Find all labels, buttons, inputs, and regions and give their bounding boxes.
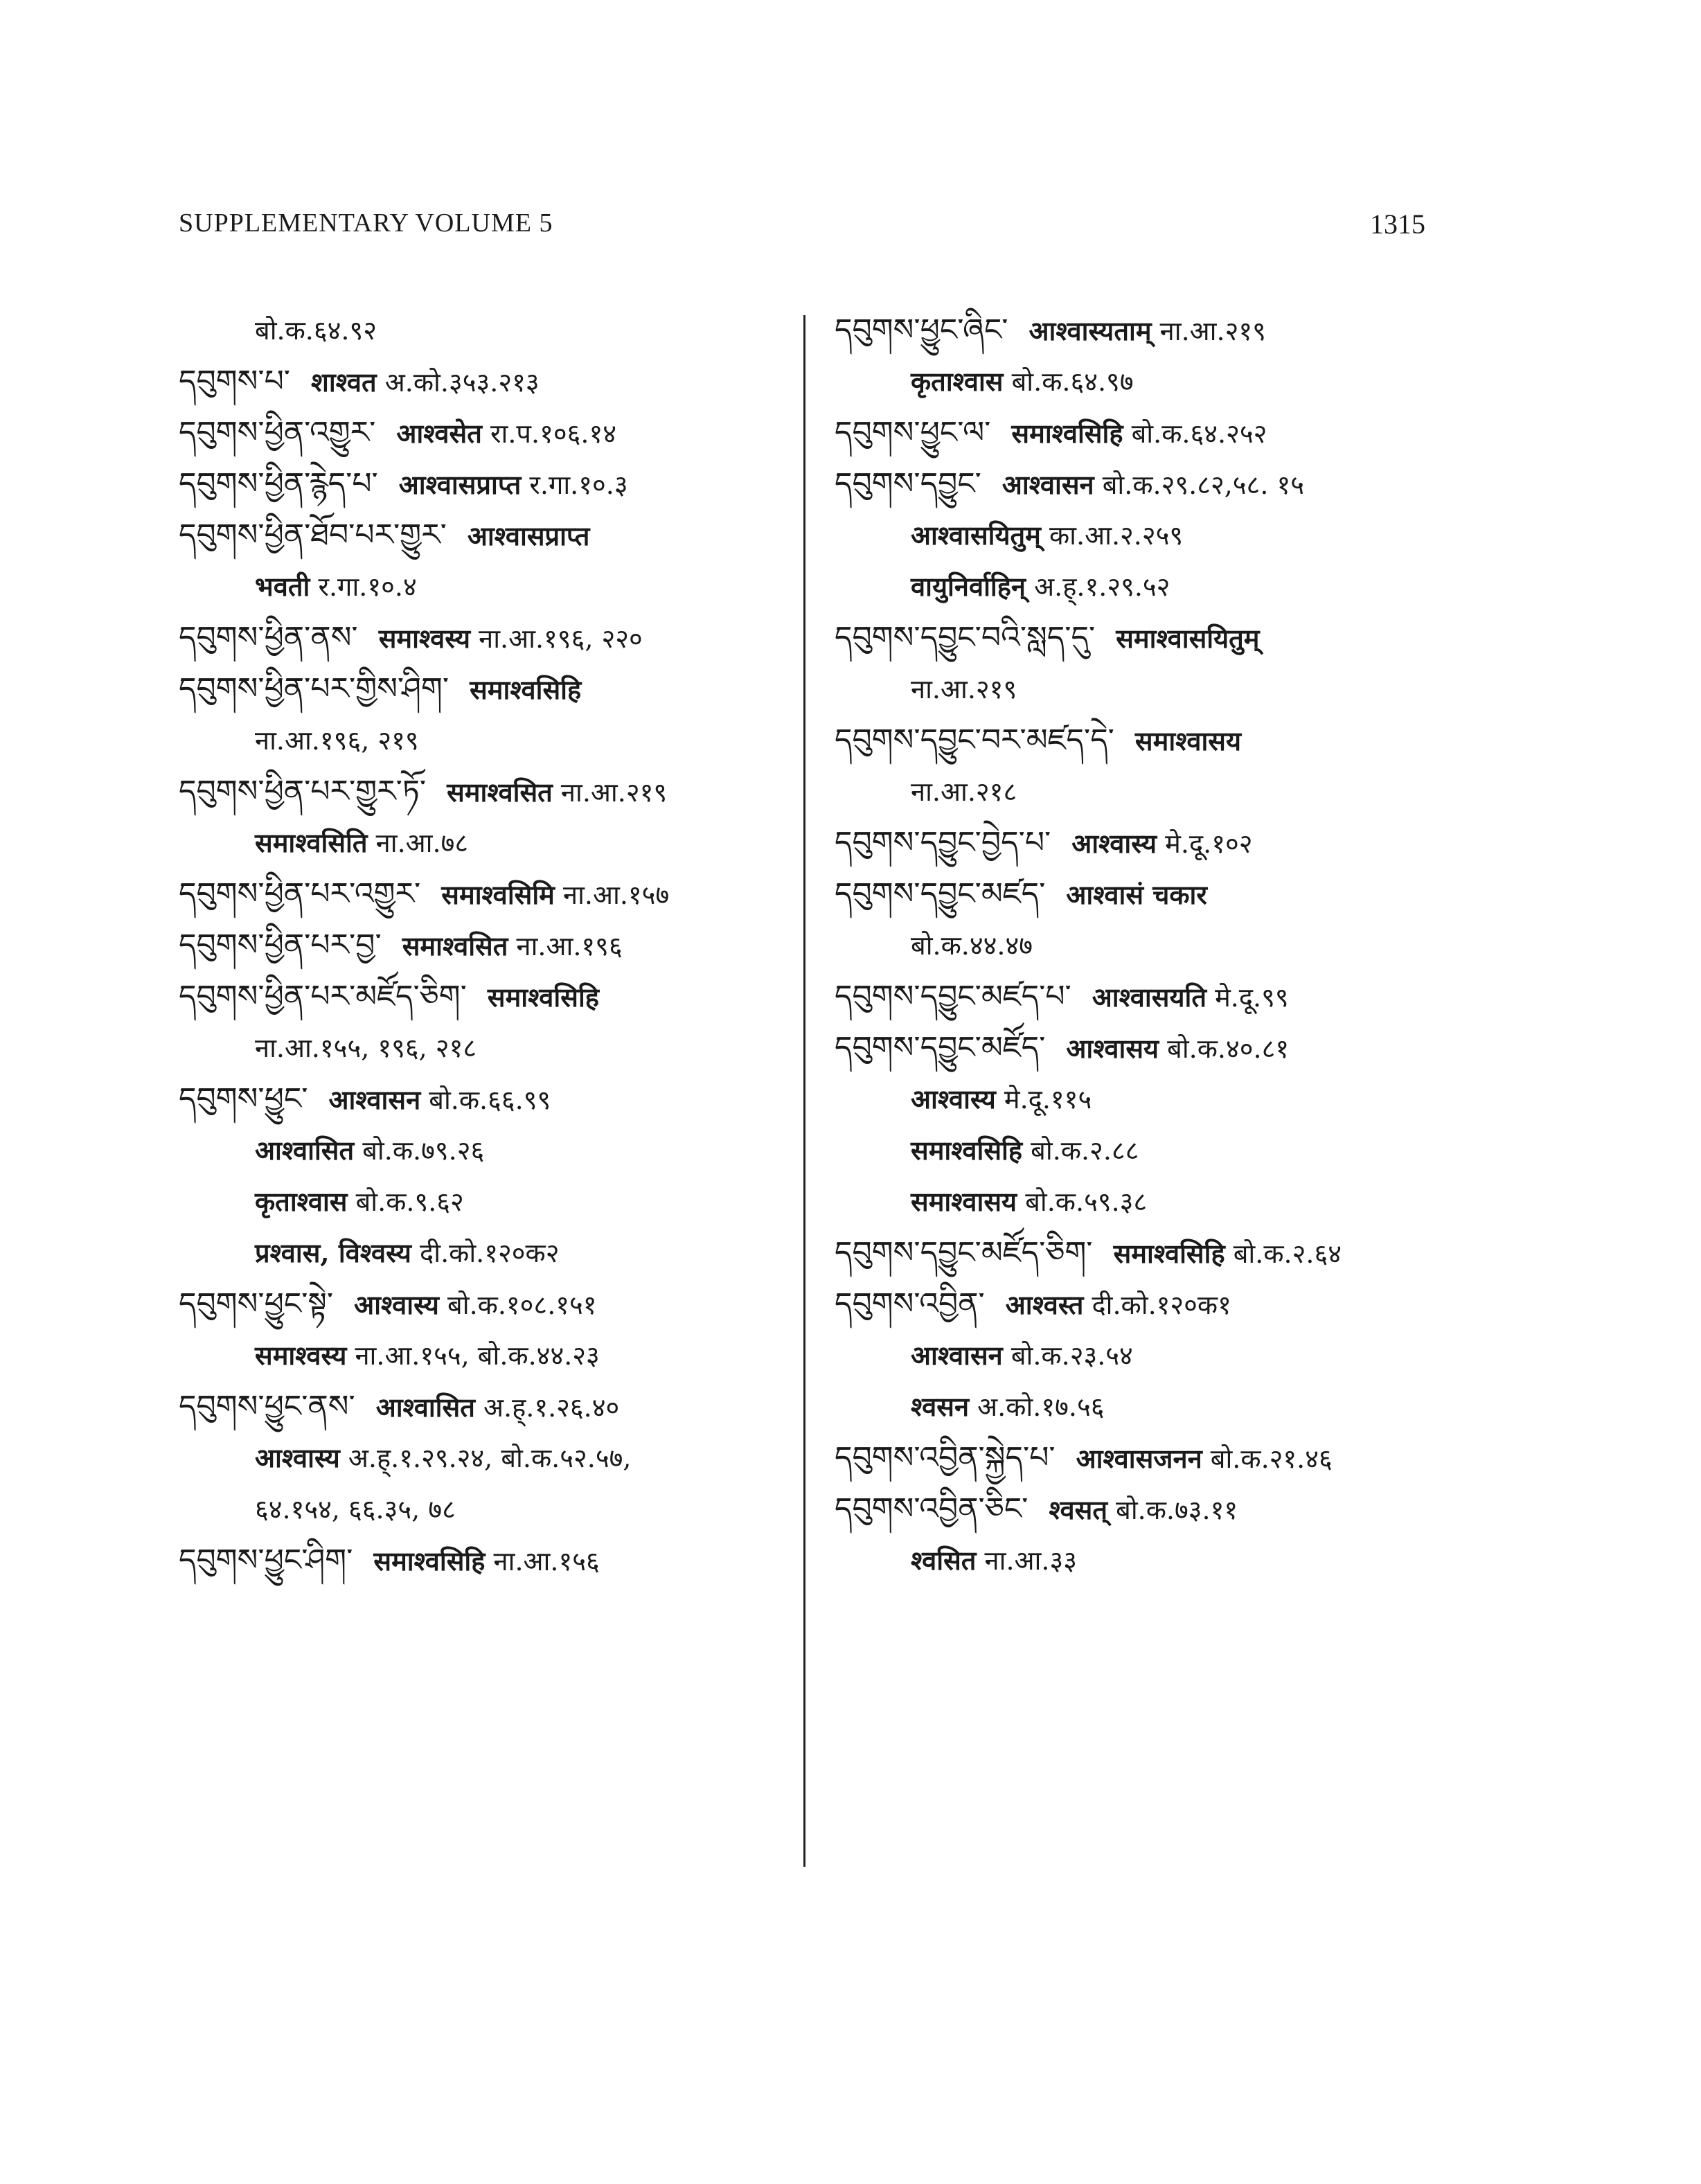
sanskrit-term: आश्वासन — [328, 1084, 421, 1115]
reference: दी.को.१२०क१ — [1083, 1290, 1231, 1320]
reference: अ.को.१७.५६ — [969, 1392, 1105, 1422]
entry-line — [835, 561, 1458, 612]
entry-line — [179, 407, 802, 459]
tibetan-term: དབུགས་དབྱུང་མཛོད་ཅིག་ — [835, 1235, 1093, 1270]
tibetan-term: དབུགས་དབྱུང་མཛོད་ — [835, 1030, 1046, 1065]
entry-line — [179, 1330, 802, 1381]
sanskrit-term: वायुनिर्वाहिन् — [911, 571, 1026, 602]
tibetan-term: དབུགས་པ་ — [179, 364, 291, 399]
reference: बो.क.६६.९९ — [420, 1085, 551, 1115]
sanskrit-term: आश्वासय — [1066, 1033, 1159, 1064]
entry-line — [835, 715, 1458, 766]
right-column — [835, 305, 1458, 1586]
entry-line — [179, 869, 802, 920]
sanskrit-term: कृताश्वास — [255, 1186, 348, 1217]
entry-line — [835, 664, 1458, 715]
tibetan-term: དབུགས་དབྱུང་བྱེད་པ་ — [835, 825, 1051, 860]
reference: र.गा.१०.३ — [521, 470, 628, 500]
tibetan-term: དབུགས་ཕྱིན་པར་བྱ་ — [179, 927, 382, 963]
sanskrit-term: प्रश्वास, विश्वस्य — [255, 1237, 411, 1268]
sanskrit-term: भवती — [255, 571, 310, 602]
reference: मे.दू.१०२ — [1157, 828, 1253, 859]
sanskrit-term: समाश्वस्य — [378, 623, 471, 654]
entry-line — [179, 356, 802, 407]
reference: ना.आ.३३ — [976, 1545, 1077, 1576]
reference: ना.आ.१५६ — [485, 1546, 600, 1577]
entry-line — [835, 1022, 1458, 1074]
entry-line — [179, 1074, 802, 1125]
left-column — [179, 305, 802, 1586]
tibetan-term: དབུགས་འབྱིན་ — [835, 1286, 985, 1322]
sanskrit-term: समाश्वसिति — [255, 827, 368, 858]
entry-line — [179, 612, 802, 664]
tibetan-term: དབུགས་ཕྱིན་རྙེད་པ་ — [179, 466, 378, 501]
entry-line — [835, 817, 1458, 869]
sanskrit-term: आश्वासप्राप्त — [398, 469, 522, 500]
entry-line — [179, 1227, 802, 1279]
entry-line — [835, 1330, 1458, 1381]
sanskrit-term: आश्वासित — [255, 1135, 355, 1166]
reference: बो.क.४०.८१ — [1159, 1033, 1290, 1064]
sanskrit-term: समाश्वासय — [1134, 725, 1242, 756]
tibetan-term: དབུགས་ཕྱུང་ — [179, 1081, 308, 1117]
reference: ना.आ.१५५, बो.क.४४.२३ — [346, 1340, 600, 1371]
reference: बो.क.२३.५४ — [1002, 1340, 1133, 1371]
sanskrit-term: आश्वसेत — [396, 418, 482, 449]
entry-line — [835, 1125, 1458, 1176]
tibetan-term: དབུགས་ཕྱིན་པར་མཛོད་ཅིག་ — [179, 979, 467, 1014]
entry-line — [835, 1381, 1458, 1432]
entry-line — [835, 612, 1458, 664]
entry-line — [835, 1279, 1458, 1330]
sanskrit-term: श्वसत् — [1049, 1494, 1108, 1525]
sanskrit-term: समाश्वसिहि — [487, 982, 599, 1013]
entry-line — [179, 459, 802, 510]
sanskrit-term: समाश्वसित — [402, 930, 508, 961]
reference: बो.क.४४.४७ — [911, 930, 1033, 961]
reference: र.गा.१०.४ — [310, 571, 417, 602]
tibetan-term: དབུགས་ཕྱུང་ཞིང་ — [835, 312, 1008, 348]
entry-line — [835, 1535, 1458, 1586]
reference: बो.क.९.६२ — [347, 1187, 464, 1217]
sanskrit-term: आश्वासप्राप्त — [467, 520, 590, 551]
reference: बो.क.१०८.१५१ — [438, 1290, 597, 1320]
reference: ना.आ.७८ — [367, 828, 469, 858]
entry-line — [835, 1074, 1458, 1125]
sanskrit-term: आश्वासन — [1001, 469, 1094, 500]
sanskrit-term: आश्वासन — [911, 1340, 1003, 1371]
reference: ना.आ.२१९ — [911, 674, 1017, 704]
reference: अ.ह्.१.२६.४० — [474, 1392, 620, 1423]
reference: बो.क.५९.३८ — [1017, 1187, 1148, 1217]
tibetan-term: དབུགས་ཕྱུང་ལ་ — [835, 415, 991, 450]
reference: रा.प.१०६.१४ — [481, 418, 616, 449]
entry-line — [835, 305, 1458, 356]
sanskrit-term: आश्वास्य — [911, 1083, 996, 1115]
entry-line — [835, 356, 1458, 407]
sanskrit-term: आश्वास्य — [1071, 828, 1157, 859]
reference: मे.दू.९९ — [1206, 982, 1289, 1013]
tibetan-term: དབུགས་ཕྱིན་ཐོབ་པར་གྱུར་ — [179, 517, 447, 553]
sanskrit-term: आश्वासजनन — [1076, 1443, 1202, 1474]
entry-line — [179, 305, 802, 356]
tibetan-term: དབུགས་འབྱིན་ཅིང་ — [835, 1491, 1028, 1527]
reference: बो.क.७३.११ — [1107, 1495, 1238, 1525]
tibetan-term: དབུགས་འབྱིན་སྐྱེད་པ་ — [835, 1440, 1056, 1475]
entry-line — [835, 1227, 1458, 1279]
sanskrit-term: समाश्वसिहि — [373, 1545, 486, 1577]
sanskrit-term: कृताश्वास — [911, 366, 1004, 397]
tibetan-term: དབུགས་ཕྱིན་ནས་ — [179, 620, 358, 655]
entry-line — [179, 1381, 802, 1432]
tibetan-term: དབུགས་དབྱུང་བའི་སླད་དུ་ — [835, 620, 1096, 655]
sanskrit-term: आश्वास्यताम् — [1028, 315, 1152, 346]
reference: बो.क.२१.४६ — [1202, 1444, 1333, 1474]
reference: ना.आ.१९६ — [508, 931, 623, 961]
sanskrit-term: समाश्वसिमि — [441, 879, 555, 910]
sanskrit-term: श्वसन — [911, 1391, 970, 1422]
sanskrit-term: श्वसित — [911, 1545, 977, 1576]
sanskrit-term: आश्वस्त — [1005, 1289, 1084, 1320]
entry-line — [835, 1176, 1458, 1227]
sanskrit-term: आश्वास्य — [255, 1442, 340, 1473]
sanskrit-term: आश्वासं चकार — [1066, 879, 1207, 910]
tibetan-term: དབུགས་དབྱུང་བར་མཛད་དེ་ — [835, 722, 1114, 758]
reference: बो.क.६४.२५२ — [1123, 418, 1267, 449]
reference: अ.को.३५३.२१३ — [376, 367, 540, 398]
entry-line — [835, 766, 1458, 817]
reference: बो.क.६४.९२ — [255, 315, 377, 346]
entry-line — [835, 459, 1458, 510]
entry-line — [179, 715, 802, 766]
reference: ना.आ.१९६, २१९ — [255, 725, 419, 756]
reference: बो.क.२९.८२,५८. १५ — [1094, 470, 1304, 500]
tibetan-term: དབུགས་དབྱུང་མཛད་པ་ — [835, 979, 1071, 1014]
column-divider — [803, 315, 805, 1867]
reference: अ.ह्.१.२९.५२ — [1026, 571, 1170, 602]
entry-line — [179, 561, 802, 612]
entry-line — [835, 971, 1458, 1022]
reference: ना.आ.१९६, २२० — [470, 623, 643, 654]
sanskrit-term: आश्वास्य — [354, 1289, 439, 1320]
sanskrit-term: शाश्वत — [311, 366, 377, 398]
entry-line — [179, 1125, 802, 1176]
sanskrit-term: समाश्वसिहि — [470, 674, 582, 705]
sanskrit-term: समाश्वसिहि — [1113, 1238, 1225, 1269]
entry-line — [179, 510, 802, 561]
sanskrit-term: समाश्वसित — [447, 776, 553, 808]
reference: अ.ह्.१.२९.२४, बो.क.५२.५७, — [339, 1443, 632, 1473]
sanskrit-term: आश्वासित — [375, 1392, 475, 1423]
tibetan-term: དབུགས་ཕྱིན་པར་གྱིས་ཤིག་ — [179, 671, 449, 707]
entry-line — [835, 920, 1458, 971]
entry-line — [835, 869, 1458, 920]
entry-line — [835, 1432, 1458, 1484]
reference: ना.आ.१५७ — [554, 880, 670, 910]
reference: ना.आ.१५५, १९६, २१८ — [255, 1033, 477, 1063]
sanskrit-term: समाश्वसिहि — [1011, 418, 1123, 449]
reference: बो.क.७९.२६ — [354, 1135, 485, 1166]
sanskrit-term: समाश्वासय — [911, 1186, 1017, 1217]
entry-line — [179, 1022, 802, 1074]
entry-line — [179, 766, 802, 817]
reference: मे.दू.११५ — [995, 1084, 1092, 1115]
page-number: 1315 — [1370, 208, 1425, 240]
entry-line — [835, 1484, 1458, 1535]
sanskrit-term: आश्वासयितुम् — [911, 520, 1041, 551]
entry-line — [179, 1484, 802, 1535]
entry-line — [179, 1535, 802, 1586]
reference: बो.क.२.६४ — [1224, 1239, 1342, 1269]
entry-line — [179, 1279, 802, 1330]
sanskrit-term: समाश्वासयितुम् — [1116, 623, 1260, 654]
tibetan-term: དབུགས་དབྱུང་མཛད་ — [835, 876, 1046, 912]
tibetan-term: དབུགས་ཕྱིན་པར་འགྱུར་ — [179, 876, 421, 912]
reference: ना.आ.२१९ — [1151, 316, 1266, 346]
reference: ना.आ.२१९ — [552, 777, 668, 808]
tibetan-term: དབུགས་ཕྱུང་སྟེ་ — [179, 1286, 334, 1322]
tibetan-term: དབུགས་ཕྱིན་པར་གྱུར་ཏོ་ — [179, 774, 427, 809]
sanskrit-term: समाश्वस्य — [255, 1340, 347, 1371]
tibetan-term: དབུགས་ཕྱུང་ཤིག་ — [179, 1543, 353, 1578]
reference: ६४.१५४, ६६.३५, ७८ — [255, 1494, 456, 1525]
reference: का.आ.२.२५९ — [1040, 520, 1184, 551]
entry-line — [179, 817, 802, 869]
reference: ना.आ.२१८ — [911, 776, 1017, 807]
entry-line — [179, 664, 802, 715]
entry-line — [835, 407, 1458, 459]
running-header: SUPPLEMENTARY VOLUME 5 — [179, 208, 553, 238]
sanskrit-term: समाश्वसिहि — [911, 1135, 1023, 1166]
reference: बो.क.२.८८ — [1022, 1135, 1139, 1166]
entry-line — [179, 971, 802, 1022]
tibetan-term: དབུགས་ཕྱིན་འགྱུར་ — [179, 415, 376, 450]
reference: बो.क.६४.९७ — [1003, 366, 1134, 397]
entry-line — [179, 1432, 802, 1484]
entry-line — [179, 920, 802, 971]
entry-line — [835, 510, 1458, 561]
tibetan-term: དབུགས་ཕྱུང་ནས་ — [179, 1389, 355, 1424]
reference: दी.को.१२०क२ — [411, 1238, 560, 1268]
tibetan-term: དབུགས་དབྱུང་ — [835, 466, 981, 501]
entry-line — [179, 1176, 802, 1227]
sanskrit-term: आश्वासयति — [1092, 982, 1206, 1013]
